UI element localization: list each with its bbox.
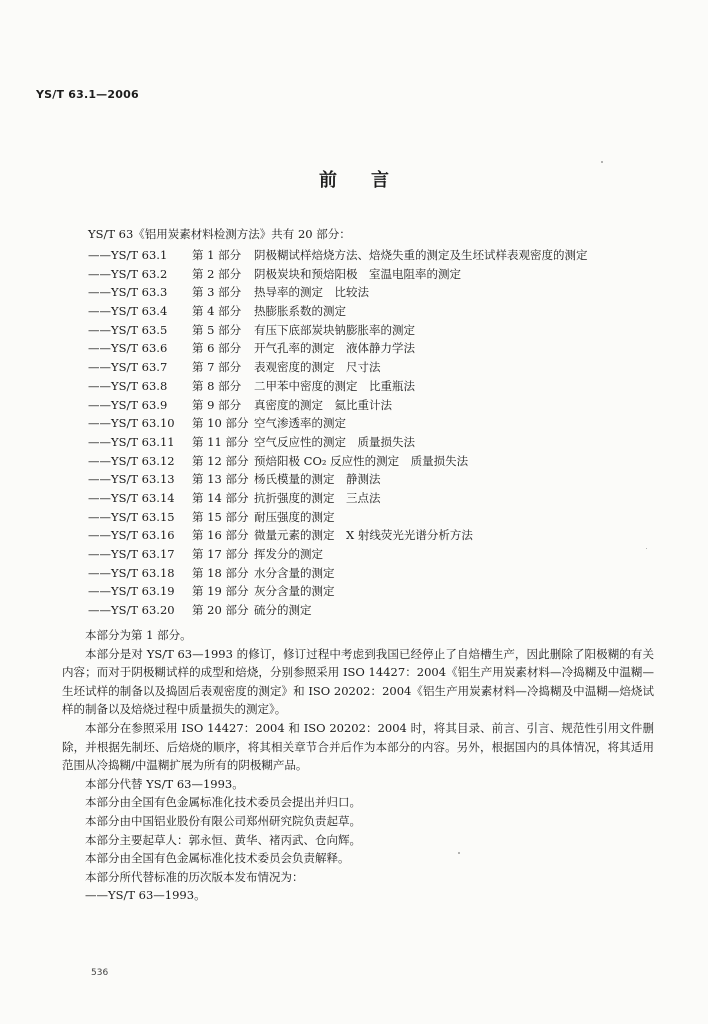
part-no: 第 11 部分 [192, 434, 249, 449]
part-list-item [88, 526, 648, 545]
part-list-item [88, 433, 648, 452]
part-title: 二甲苯中密度的测定 比重瓶法 [254, 378, 415, 393]
part-no: 第 7 部分 [192, 360, 242, 375]
part-list-item [88, 265, 648, 284]
part-no: 第 19 部分 [192, 584, 249, 599]
scan-speck [458, 852, 460, 854]
part-list-item [88, 545, 648, 564]
part-no: 第 20 部分 [192, 603, 249, 618]
part-list-item [88, 582, 648, 601]
part-list-item [88, 283, 648, 302]
part-title: 硫分的测定 [254, 603, 312, 618]
body-paragraph: 本部分由全国有色金属标准化技术委员会负责解释。 [85, 851, 350, 866]
part-no: 第 1 部分 [192, 248, 242, 262]
part-no: 第 3 部分 [192, 285, 242, 300]
part-code: ——YS/T 63.14 [88, 490, 175, 505]
part-code: ——YS/T 63.1 [88, 248, 168, 262]
part-no: 第 5 部分 [192, 322, 242, 337]
part-list-item [88, 377, 648, 396]
part-list-item [88, 321, 648, 340]
part-list-item [88, 358, 648, 377]
part-title: 微量元素的测定 X 射线荧光光谱分析方法 [254, 528, 473, 543]
part-code: ——YS/T 63.9 [88, 397, 168, 412]
part-no: 第 4 部分 [192, 304, 242, 319]
part-no: 第 6 部分 [192, 341, 242, 356]
part-title: 开气孔率的测定 液体静力学法 [254, 341, 415, 356]
part-code: ——YS/T 63.4 [88, 304, 168, 319]
part-no: 第 9 部分 [192, 397, 242, 412]
part-title: 挥发分的测定 [254, 547, 323, 561]
body-paragraph: 本部分在参照采用 ISO 14427：2004 和 ISO 20202：2004 时，将其目录、前言、引言、规范性引用文件删除，并根据先制坯、后焙烧的顺序，将其相关章节合并后作为本部分的内容。另外，根据国内的具体情况，将其适用范围从冷捣糊/中温糊扩展为所有的阴极糊产品。 [62, 720, 654, 773]
part-list-item [88, 246, 648, 265]
body-paragraph: 本部分主要起草人：郭永恒、黄华、褚丙武、仓向辉。 [85, 832, 361, 847]
body-paragraph: 本部分由全国有色金属标准化技术委员会提出并归口。 [85, 795, 361, 810]
body-paragraph: 本部分由中国铝业股份有限公司郑州研究院负责起草。 [85, 813, 361, 828]
section-title: 前言 [319, 170, 423, 191]
part-no: 第 18 部分 [192, 565, 249, 580]
part-no: 第 17 部分 [192, 547, 249, 561]
body-paragraph: 本部分为第 1 部分。 [85, 628, 192, 642]
intro-line: YS/T 63《铝用炭素材料检测方法》共有 20 部分： [88, 227, 351, 241]
part-list-item [88, 564, 648, 583]
part-title: 灰分含量的测定 [254, 584, 335, 599]
part-title: 预焙阳极 CO₂ 反应性的测定 质量损失法 [254, 453, 469, 468]
part-code: ——YS/T 63.19 [88, 584, 175, 599]
part-no: 第 14 部分 [192, 490, 249, 505]
part-list-item [88, 302, 648, 321]
part-list-item [88, 339, 648, 358]
part-title: 真密度的测定 氦比重计法 [254, 397, 392, 412]
part-list-item [88, 508, 648, 527]
part-code: ——YS/T 63.18 [88, 565, 175, 580]
part-title: 阴极炭块和预焙阳极 室温电阻率的测定 [254, 266, 461, 281]
part-title: 热膨胀系数的测定 [254, 304, 346, 319]
body-paragraph: 本部分是对 YS/T 63—1993 的修订，修订过程中考虑到我国已经停止了自焙槽生产，因此删除了阳极糊的有关内容；而对于阴极糊试样的成型和焙烧，分别参照采用 ISO 14427：2004《铝生产用炭素材料—冷捣糊及中温糊—生坯试样的制备以及捣固后表观密度的测定》和 ISO 20202：2004《铝生产用炭素材料—冷捣糊及中温糊—焙烧试样的制备以及焙烧过程中质量损失的测定》。 [62, 646, 654, 717]
part-title: 耐压强度的测定 [254, 509, 335, 524]
scan-speck [646, 548, 647, 549]
part-code: ——YS/T 63.2 [88, 266, 168, 281]
part-list-item [88, 396, 648, 415]
part-code: ——YS/T 63.12 [88, 453, 175, 468]
body-paragraph: 本部分代替 YS/T 63—1993。 [85, 776, 244, 791]
part-code: ——YS/T 63.20 [88, 603, 175, 618]
part-code: ——YS/T 63.5 [88, 322, 168, 337]
part-list-item [88, 452, 648, 471]
part-no: 第 8 部分 [192, 378, 242, 393]
part-title: 空气渗透率的测定 [254, 416, 346, 431]
part-code: ——YS/T 63.11 [88, 434, 175, 449]
parts-list [88, 246, 648, 620]
part-list-item [88, 489, 648, 508]
part-list-item [88, 470, 648, 489]
page-number: 536 [91, 968, 109, 978]
part-title: 杨氏模量的测定 静测法 [254, 472, 381, 487]
scan-speck [601, 161, 603, 163]
part-title: 热导率的测定 比较法 [254, 285, 369, 300]
part-title: 抗折强度的测定 三点法 [254, 490, 381, 505]
part-list-item [88, 414, 648, 433]
body-text [62, 626, 654, 905]
part-no: 第 16 部分 [192, 528, 249, 543]
part-code: ——YS/T 63.16 [88, 528, 175, 543]
document-code: YS/T 63.1—2006 [36, 88, 139, 101]
part-code: ——YS/T 63.17 [88, 547, 175, 561]
part-title: 水分含量的测定 [254, 565, 335, 580]
body-paragraph: ——YS/T 63—1993。 [85, 888, 206, 903]
part-no: 第 15 部分 [192, 509, 249, 524]
part-title: 阴极糊试样焙烧方法、焙烧失重的测定及生坯试样表观密度的测定 [254, 248, 588, 262]
part-no: 第 2 部分 [192, 266, 242, 281]
part-no: 第 10 部分 [192, 416, 249, 431]
part-code: ——YS/T 63.6 [88, 341, 168, 356]
part-title: 表观密度的测定 尺寸法 [254, 360, 381, 375]
part-code: ——YS/T 63.8 [88, 378, 168, 393]
part-title: 有压下底部炭块钠膨胀率的测定 [254, 322, 415, 337]
part-code: ——YS/T 63.10 [88, 416, 175, 431]
part-no: 第 13 部分 [192, 472, 249, 487]
part-code: ——YS/T 63.15 [88, 509, 175, 524]
part-no: 第 12 部分 [192, 453, 249, 468]
part-code: ——YS/T 63.3 [88, 285, 168, 300]
body-paragraph: 本部分所代替标准的历次版本发布情况为： [85, 869, 304, 884]
part-code: ——YS/T 63.7 [88, 360, 168, 375]
part-title: 空气反应性的测定 质量损失法 [254, 434, 415, 449]
part-list-item [88, 601, 648, 620]
part-code: ——YS/T 63.13 [88, 472, 175, 487]
